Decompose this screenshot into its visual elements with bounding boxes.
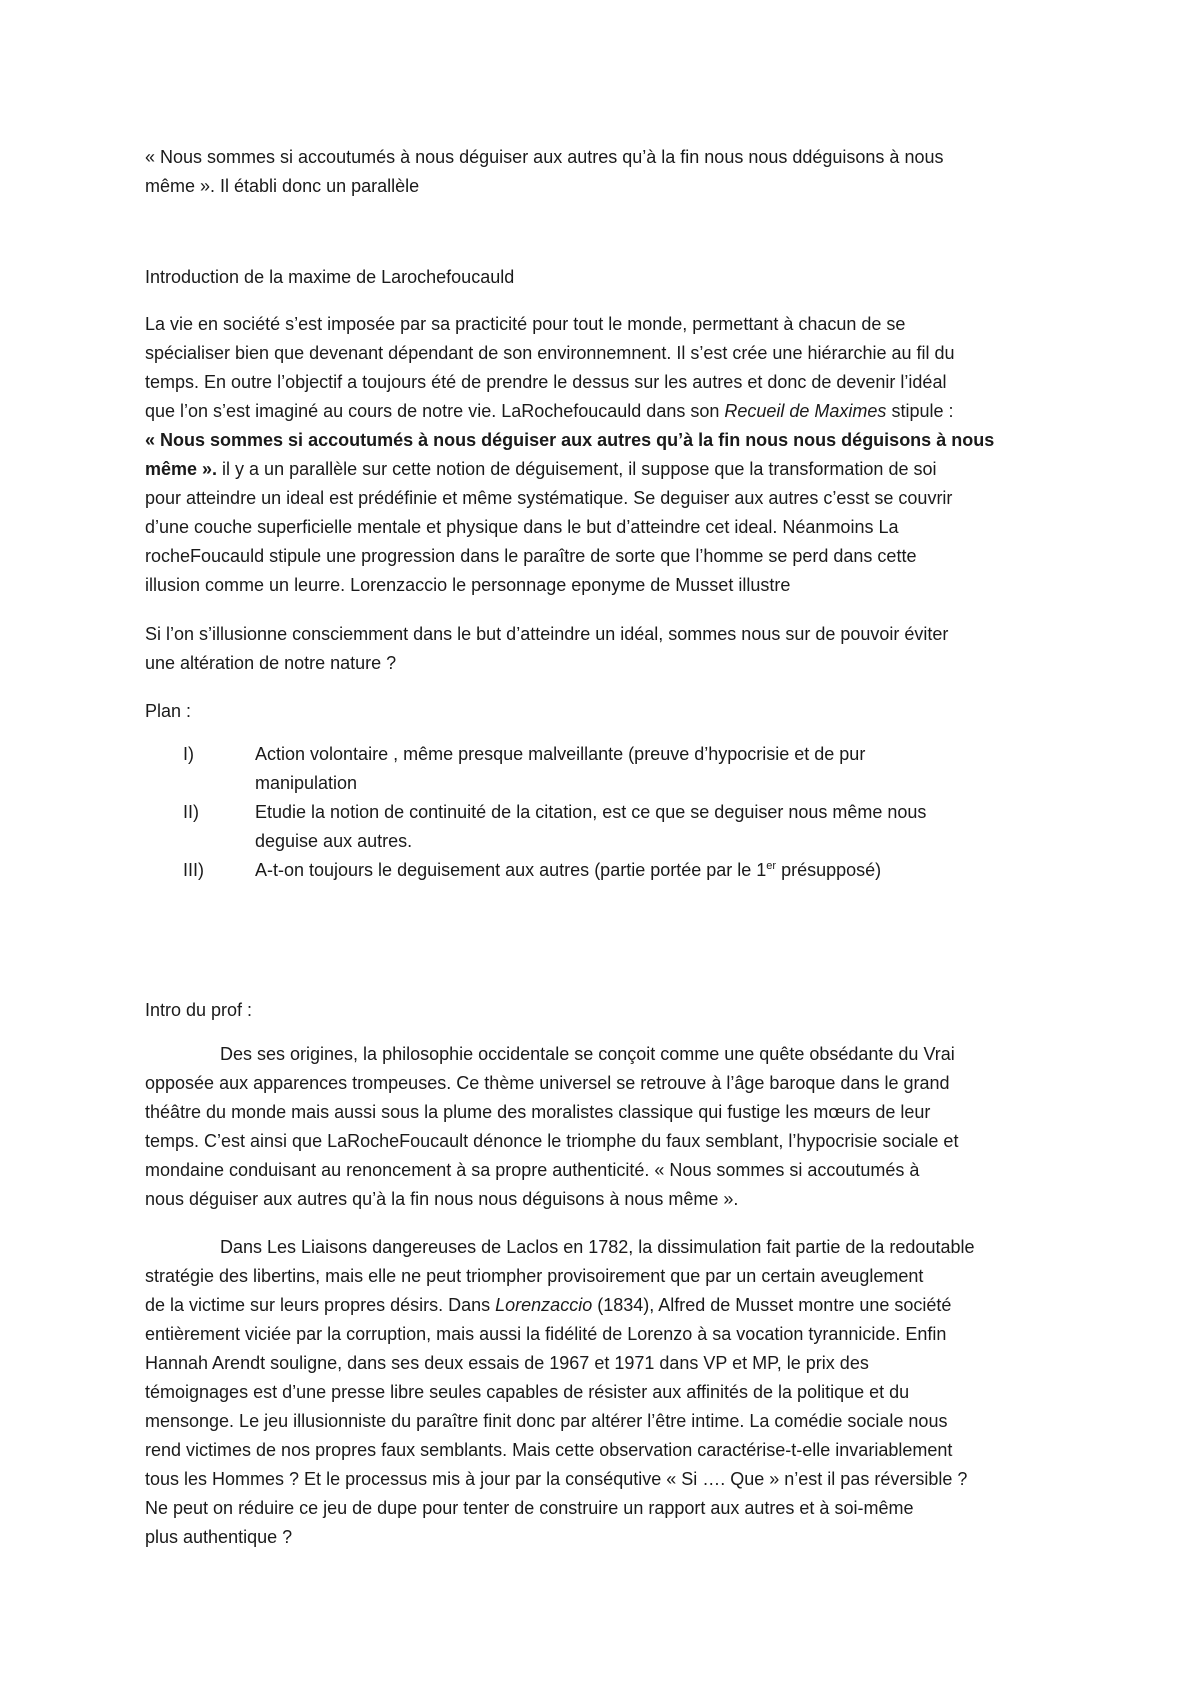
text-line: Ne peut on réduire ce jeu de dupe pour tenter de construire un rapport aux autres et à soi-même bbox=[145, 1498, 914, 1518]
plan-number: II) bbox=[183, 802, 199, 822]
text-line: opposée aux apparences trompeuses. Ce thème universel se retrouve à l’âge baroque dans le grand bbox=[145, 1073, 950, 1093]
text-line: pour atteindre un ideal est prédéfinie et même systématique. Se deguiser aux autres c’esst se couvrir bbox=[145, 488, 953, 508]
plan-text bbox=[255, 798, 1055, 856]
intro-paragraph bbox=[145, 310, 1065, 600]
text-fragment: Dans Les Liaisons dangereuses de Laclos en 1782, la dissimulation fait partie de la redoutable bbox=[220, 1237, 975, 1257]
text-fragment: que l’on s’est imaginé au cours de notre vie. LaRochefoucauld dans son bbox=[145, 401, 725, 421]
text-line: deguise aux autres. bbox=[255, 831, 413, 851]
text-line: Si l’on s’illusionne consciemment dans le but d’atteindre un idéal, sommes nous sur de pouvoir éviter bbox=[145, 624, 949, 644]
heading-text: Intro du prof : bbox=[145, 1000, 253, 1020]
text-line: manipulation bbox=[255, 773, 358, 793]
text-line: temps. En outre l’objectif a toujours été de prendre le dessus sur les autres et donc de devenir l’idéal bbox=[145, 372, 947, 392]
text-line bbox=[145, 455, 1065, 484]
plan-item bbox=[145, 740, 1065, 798]
text-fragment: (1834), Alfred de Musset montre une société bbox=[592, 1295, 952, 1315]
text-line bbox=[145, 1040, 1065, 1069]
top-quote bbox=[145, 143, 1065, 201]
text-line: Action volontaire , même presque malveillante (preuve d’hypocrisie et de pur bbox=[255, 744, 866, 764]
plan-label bbox=[145, 697, 1065, 726]
quote-line-bold: « Nous sommes si accoutumés à nous déguiser aux autres qu’à la fin nous nous déguisons à nous bbox=[145, 430, 995, 450]
text-line: Etudie la notion de continuité de la citation, est ce que se deguiser nous même nous bbox=[255, 802, 927, 822]
prof-paragraph-1 bbox=[145, 1040, 1065, 1214]
superscript: er bbox=[766, 860, 777, 872]
text-line bbox=[145, 1233, 1065, 1262]
book-title: Recueil de Maximes bbox=[724, 401, 887, 421]
plan-label-text: Plan : bbox=[145, 701, 192, 721]
quote-end-bold: même ». bbox=[145, 459, 218, 479]
text-line: rocheFoucauld stipule une progression dans le paraître de sorte que l’homme se perd dans cette bbox=[145, 546, 917, 566]
text-line bbox=[255, 856, 1055, 885]
text-line: entièrement viciée par la corruption, mais aussi la fidélité de Lorenzo à sa vocation tyrannicide. Enfin bbox=[145, 1324, 947, 1344]
text-line: d’une couche superficielle mentale et physique dans le but d’atteindre cet ideal. Néanmoins La bbox=[145, 517, 899, 537]
plan-text bbox=[255, 740, 1055, 798]
plan-number: I) bbox=[183, 744, 194, 764]
text-fragment: Des ses origines, la philosophie occidentale se conçoit comme une quête obsédante du Vrai bbox=[220, 1044, 955, 1064]
text-fragment: A-t-on toujours le deguisement aux autres (partie portée par le 1 bbox=[255, 860, 767, 880]
text-line: tous les Hommes ? Et le processus mis à jour par la conséqutive « Si …. Que » n’est il pas réversible ? bbox=[145, 1469, 968, 1489]
plan-item bbox=[145, 856, 1065, 885]
text-line: témoignages est d’une presse libre seules capables de résister aux affinités de la politique et du bbox=[145, 1382, 910, 1402]
text-line: mondaine conduisant au renoncement à sa propre authenticité. « Nous sommes si accoutumés à bbox=[145, 1160, 920, 1180]
heading-text: Introduction de la maxime de Larochefoucauld bbox=[145, 267, 515, 287]
text-line: une altération de notre nature ? bbox=[145, 653, 397, 673]
text-line: « Nous sommes si accoutumés à nous déguiser aux autres qu’à la fin nous nous ddéguisons à nous bbox=[145, 147, 944, 167]
text-line: nous déguiser aux autres qu’à la fin nous nous déguisons à nous même ». bbox=[145, 1189, 739, 1209]
plan-item bbox=[145, 798, 1065, 856]
text-line: même ». Il établi donc un parallèle bbox=[145, 176, 420, 196]
text-line: plus authentique ? bbox=[145, 1527, 293, 1547]
text-fragment: présupposé) bbox=[776, 860, 882, 880]
text-line: stratégie des libertins, mais elle ne peut triompher provisoirement que par un certain aveuglement bbox=[145, 1266, 924, 1286]
text-line: temps. C’est ainsi que LaRocheFoucault dénonce le triomphe du faux semblant, l’hypocrisie sociale et bbox=[145, 1131, 959, 1151]
text-line: rend victimes de nos propres faux semblants. Mais cette observation caractérise-t-elle invariablement bbox=[145, 1440, 953, 1460]
plan-number: III) bbox=[183, 860, 204, 880]
prof-heading bbox=[145, 996, 1065, 1025]
prof-paragraph-2 bbox=[145, 1233, 1065, 1552]
plan-text bbox=[255, 856, 1055, 885]
problematic bbox=[145, 620, 1065, 678]
text-fragment: stipule : bbox=[886, 401, 954, 421]
text-fragment: de la victime sur leurs propres désirs. Dans bbox=[145, 1295, 496, 1315]
text-line bbox=[145, 397, 1065, 426]
intro-heading bbox=[145, 263, 1065, 292]
text-line: mensonge. Le jeu illusionniste du paraître finit donc par altérer l’être intime. La comédie sociale nous bbox=[145, 1411, 948, 1431]
text-line: théâtre du monde mais aussi sous la plume des moralistes classique qui fustige les mœurs de leur bbox=[145, 1102, 931, 1122]
book-title: Lorenzaccio bbox=[495, 1295, 593, 1315]
text-line: spécialiser bien que devenant dépendant de son environnemnent. Il s’est crée une hiérarchie au fil du bbox=[145, 343, 955, 363]
text-line: illusion comme un leurre. Lorenzaccio le personnage eponyme de Musset illustre bbox=[145, 575, 791, 595]
text-fragment: il y a un parallèle sur cette notion de déguisement, il suppose que la transformation de soi bbox=[217, 459, 937, 479]
text-line bbox=[145, 1291, 1065, 1320]
text-line: Hannah Arendt souligne, dans ses deux essais de 1967 et 1971 dans VP et MP, le prix des bbox=[145, 1353, 869, 1373]
text-line: La vie en société s’est imposée par sa practicité pour tout le monde, permettant à chacun de se bbox=[145, 314, 906, 334]
